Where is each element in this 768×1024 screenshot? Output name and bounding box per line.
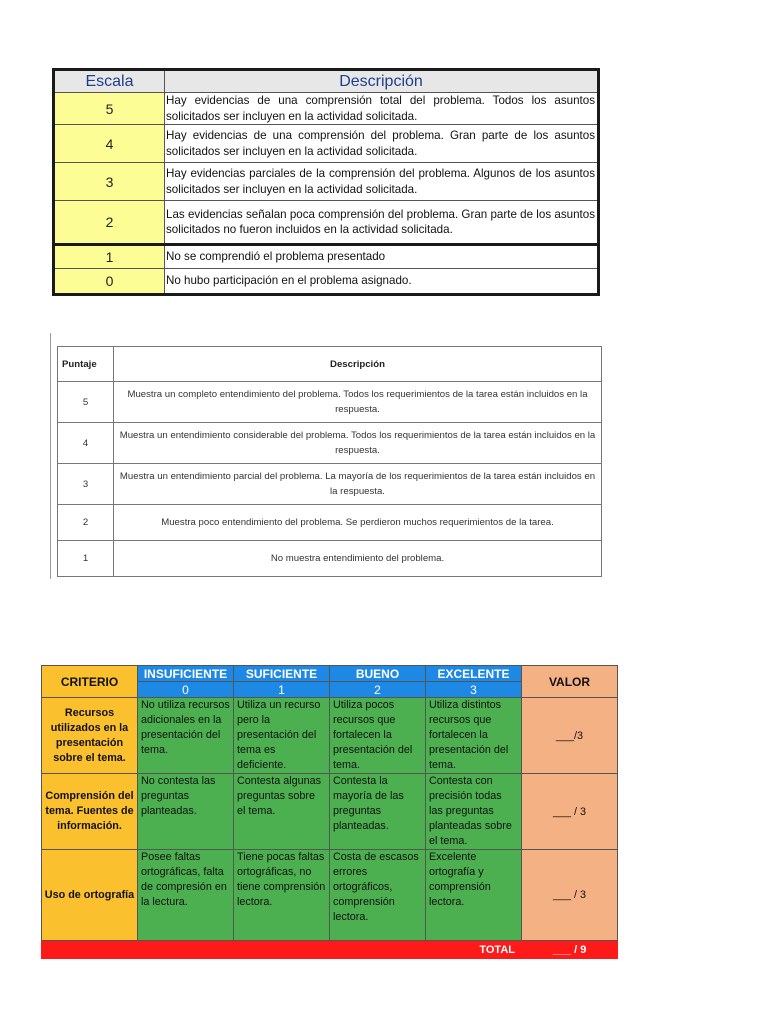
table1-description: Las evidencias señalan poca comprensión del problema. Gran parte de los asuntos solicitados no fueron incluidos en la actividad solicitada.	[165, 201, 599, 245]
criterion-value: ___ / 3	[522, 774, 618, 850]
table1-score: 0	[54, 269, 165, 295]
level-label: BUENO	[330, 666, 426, 682]
level-points: 2	[330, 682, 426, 698]
criterion-name: Comprensión del tema. Fuentes de información.	[42, 774, 138, 850]
table-row	[58, 423, 602, 464]
criterion-cell: Contesta la mayoría de las preguntas planteadas.	[330, 774, 426, 850]
criterion-cell: Utiliza distintos recursos que fortalecen la presentación del tema.	[426, 698, 522, 774]
table2-score: 2	[58, 505, 114, 541]
table1-header-descripcion: Descripción	[165, 70, 599, 93]
table2-score: 4	[58, 423, 114, 464]
table-row	[54, 125, 599, 163]
criterion-cell: Tiene pocas faltas ortográficas, no tiene comprensión lectora.	[234, 850, 330, 941]
level-label: INSUFICIENTE	[138, 666, 234, 682]
table-row	[42, 850, 618, 941]
criterion-name: Uso de ortografía	[42, 850, 138, 941]
table2-description: Muestra un entendimiento parcial del problema. La mayoría de los requerimientos de la tarea están incluidos en la respuesta.	[114, 464, 602, 505]
table2-header-descripcion: Descripción	[114, 347, 602, 382]
criterion-cell: Excelente ortografía y comprensión lectora.	[426, 850, 522, 941]
criterion-cell: No utiliza recursos adicionales en la presentación del tema.	[138, 698, 234, 774]
table2-header-puntaje: Puntaje	[58, 347, 114, 382]
total-label: TOTAL	[42, 941, 522, 959]
table1-score: 3	[54, 163, 165, 201]
table3-level-row	[42, 666, 618, 682]
escala-rubric-table	[52, 68, 600, 296]
table1-header-row	[54, 70, 599, 93]
puntaje-rubric-table	[57, 346, 602, 577]
table1-description: No se comprendió el problema presentado	[165, 245, 599, 269]
table-row	[42, 774, 618, 850]
table2-score: 3	[58, 464, 114, 505]
table2-header-row	[58, 347, 602, 382]
criterion-value: ___ / 3	[522, 850, 618, 941]
table1-description: Hay evidencias parciales de la comprensión del problema. Algunos de los asuntos solicitados ser incluyen en la actividad solicitada.	[165, 163, 599, 201]
table2-score: 5	[58, 382, 114, 423]
table1-score: 1	[54, 245, 165, 269]
total-row	[42, 941, 618, 959]
table3-header-valor: VALOR	[522, 666, 618, 698]
total-value: ___ / 9	[522, 941, 618, 959]
criterion-cell: Posee faltas ortográficas, falta de compresión en la lectura.	[138, 850, 234, 941]
criterion-value: ___/3	[522, 698, 618, 774]
criterion-cell: Utiliza pocos recursos que fortalecen la presentación del tema.	[330, 698, 426, 774]
level-points: 1	[234, 682, 330, 698]
table2-description: Muestra un entendimiento considerable del problema. Todos los requerimientos de la tarea están incluidos en la respuesta.	[114, 423, 602, 464]
table1-description: Hay evidencias de una comprensión total del problema. Todos los asuntos solicitados ser incluyen en la actividad solicitada.	[165, 93, 599, 125]
level-points: 0	[138, 682, 234, 698]
table2-description: Muestra un completo entendimiento del problema. Todos los requerimientos de la tarea están incluidos en la respuesta.	[114, 382, 602, 423]
level-label: EXCELENTE	[426, 666, 522, 682]
criterion-cell: Contesta con precisión todas las preguntas planteadas sobre el tema.	[426, 774, 522, 850]
table1-score: 5	[54, 93, 165, 125]
table-row	[54, 163, 599, 201]
table-row	[54, 269, 599, 295]
table-row	[58, 505, 602, 541]
table-row	[58, 464, 602, 505]
table-row	[54, 93, 599, 125]
table2-description: No muestra entendimiento del problema.	[114, 541, 602, 577]
table-row	[54, 245, 599, 269]
table-row	[58, 541, 602, 577]
criterion-cell: Contesta algunas preguntas sobre el tema.	[234, 774, 330, 850]
table1-score: 2	[54, 201, 165, 245]
level-label: SUFICIENTE	[234, 666, 330, 682]
table1-score: 4	[54, 125, 165, 163]
criterion-name: Recursos utilizados en la presentación sobre el tema.	[42, 698, 138, 774]
criterion-cell: No contesta las preguntas planteadas.	[138, 774, 234, 850]
table3-header-criterio: CRITERIO	[42, 666, 138, 698]
table-row	[58, 382, 602, 423]
table2-description: Muestra poco entendimiento del problema. Se perdieron muchos requerimientos de la tarea.	[114, 505, 602, 541]
table1-description: No hubo participación en el problema asignado.	[165, 269, 599, 295]
table1-header-escala: Escala	[54, 70, 165, 93]
table-row	[42, 698, 618, 774]
table-row	[54, 201, 599, 245]
criterion-cell: Utiliza un recurso pero la presentación del tema es deficiente.	[234, 698, 330, 774]
criterio-rubric-table	[41, 665, 618, 959]
table2-score: 1	[58, 541, 114, 577]
level-points: 3	[426, 682, 522, 698]
table1-description: Hay evidencias de una comprensión del problema. Gran parte de los asuntos solicitados ser incluyen en la actividad solicitada.	[165, 125, 599, 163]
criterion-cell: Costa de escasos errores ortográficos, comprensión lectora.	[330, 850, 426, 941]
puntaje-table-frame	[50, 333, 603, 579]
